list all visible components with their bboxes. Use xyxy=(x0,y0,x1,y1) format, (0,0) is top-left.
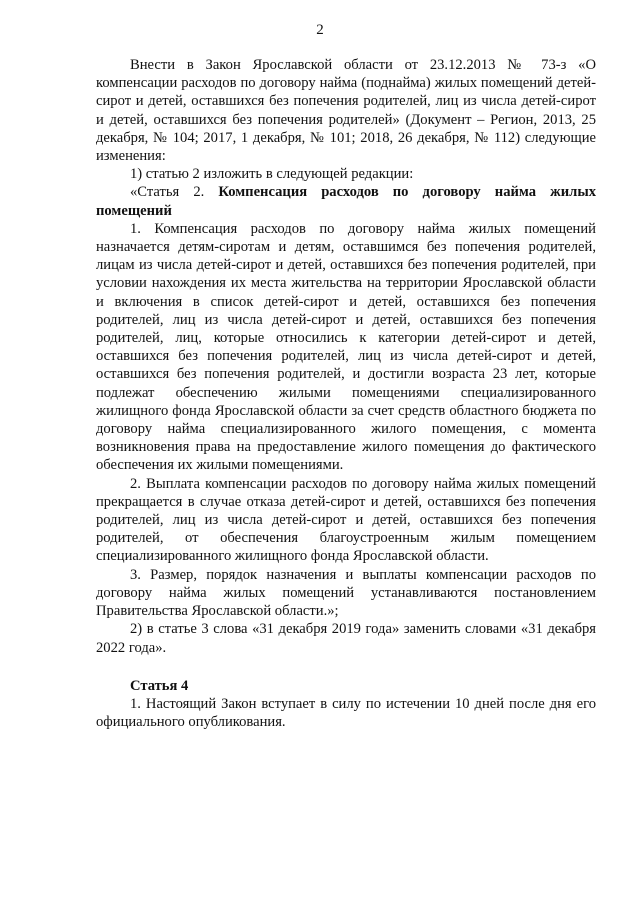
article-2-title: Компенсация расходов по договору найма жилых помещений xyxy=(96,184,597,219)
article-2-heading xyxy=(96,183,596,219)
intro-paragraph: Внести в Закон Ярославской области от 23.12.2013 № 73-з «О компенсации расходов по договору найма (поднайма) жилых помещений детей-сирот и детей, оставшихся без попечения родителей, лиц из числа детей-сирот и детей, оставшихся без попечения родителей» (Документ – Регион, 2013, 25 декабря, № 104; 2017, 1 декабря, № 101; 2018, 26 декабря, № 112) следующие изменения: xyxy=(96,57,596,165)
article-2-paragraph-2: 2. Выплата компенсации расходов по договору найма жилых помещений прекращается в случае отказа детей-сирот и детей, оставшихся без попечения родителей, лиц из числа детей-сирот и детей, оставшихся без попечения родителей, от обеспечения благоустроенным жилым помещением специализированного жилищного фонда Ярославской области. xyxy=(96,475,596,565)
article-4-paragraph-1: 1. Настоящий Закон вступает в силу по истечении 10 дней после дня его официального опубликования. xyxy=(96,695,596,731)
amendment-item-2: 2) в статье 3 слова «31 декабря 2019 года» заменить словами «31 декабря 2022 года». xyxy=(96,621,596,656)
document-body xyxy=(96,56,596,731)
article-4-heading: Статья 4 xyxy=(130,677,189,694)
amendment-item-1: 1) статью 2 изложить в следующей редакции: xyxy=(130,166,414,183)
article-2-paragraph-1: 1. Компенсация расходов по договору найма жилых помещений назначается детям-сиротам и детям, оставшимся без попечения родителей, лицам из числа детей-сирот и детей, оставшихся без попечения родителей, при условии нахождения их места жительства на территории Ярославской области и включения в список детей-сирот и детей, оставшихся без попечения родителей, лиц из числа детей-сирот и детей, оставшихся без попечения родителей, лиц, которые относились к категории детей-сирот и детей, оставшихся без попечения родителей, лиц из числа детей-сирот и детей, оставшихся без попечения родителей, и достигли возраста 23 лет, которые подлежат обеспечению жилыми помещениями специализированного жилищного фонда Ярославской области за счет средств областного бюджета по договору найма специализированного жилого помещения, с момента возникновения права на предоставление жилого помещения до фактического обеспечения их жилыми помещениями. xyxy=(96,220,596,474)
article-2-prefix: «Статья 2. xyxy=(130,184,219,201)
page-number: 2 xyxy=(316,22,324,38)
article-2-paragraph-3: 3. Размер, порядок назначения и выплаты компенсации расходов по договору найма жилых помещений устанавливаются постановлением Правительства Ярославской области.»; xyxy=(96,566,596,620)
